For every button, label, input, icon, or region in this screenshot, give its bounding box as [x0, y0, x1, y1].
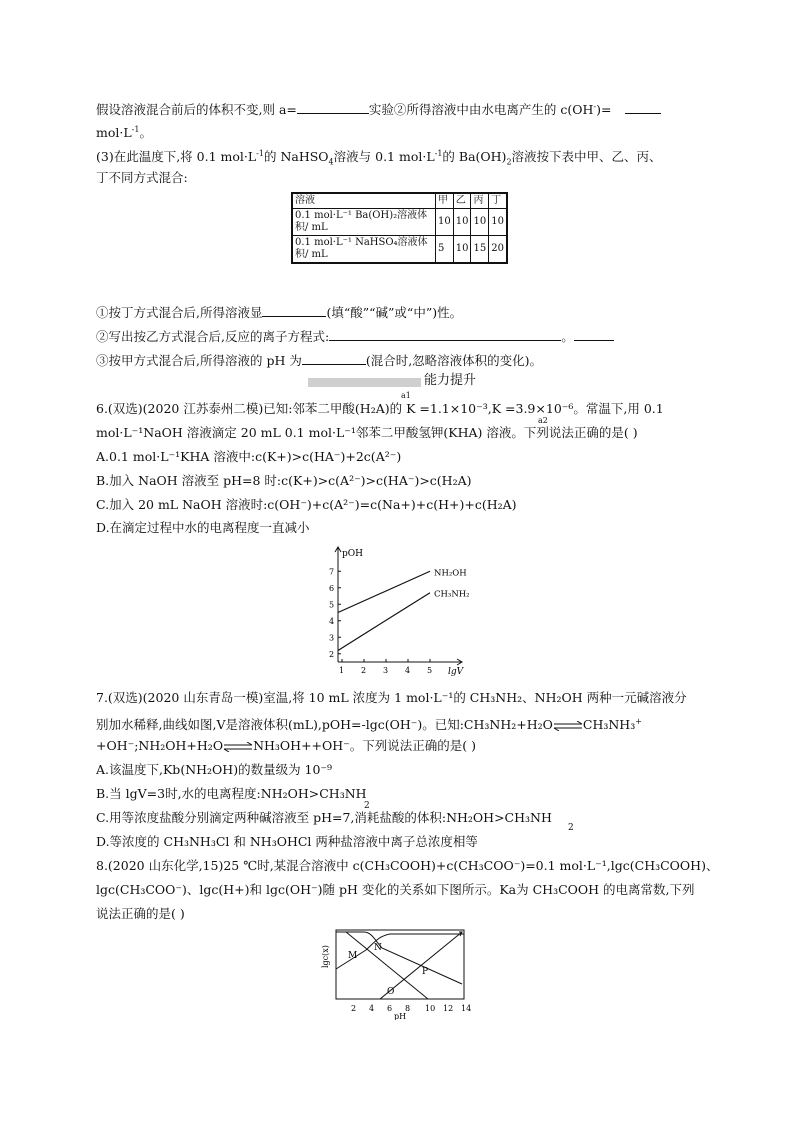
x-tick-label: 14 [461, 1004, 472, 1013]
q5-sub1 [96, 304, 462, 322]
x-tick-label: 4 [369, 1004, 375, 1013]
table-row [292, 209, 507, 236]
answer-blank-oh[interactable] [625, 101, 661, 114]
answer-blank-ph[interactable] [302, 352, 366, 365]
series-line [338, 593, 430, 651]
q7-line1: 7.(双选)(2020 山东青岛一模)室温,将 10 mL 浓度为 1 mol·L⁻¹的 CH₃NH₂、NH₂OH 两种一元碱溶液分 [96, 690, 687, 705]
q5-text: 假设溶液混合前后的体积不变,则 a= [96, 102, 297, 118]
answer-blank-a[interactable] [297, 101, 369, 114]
q7-option-a: A.该温度下,Kb(NH₂OH)的数量级为 10⁻⁹ [96, 762, 333, 777]
equilibrium-arrow-icon [223, 742, 253, 752]
row-label: 积/ mL [295, 249, 328, 260]
q7-text: 别加水稀释,曲线如图,V是溶液体积(mL),pOH=-lgc(OH⁻)。已知:CH₃NH₂+H₂O [96, 717, 553, 733]
q5-text: ②写出按乙方式混合后,反应的离子方程式: [96, 329, 330, 344]
x-tick-label: 8 [405, 1004, 411, 1013]
series-line [338, 571, 430, 612]
q6-subscript-a1: a1 [401, 391, 411, 400]
q5-text: 溶液按下表中甲、乙、丙、 [511, 149, 662, 165]
x-tick-label: 12 [443, 1004, 454, 1013]
q5-text: 。 [561, 329, 574, 344]
table-cell: 10 [489, 209, 507, 236]
table-cell: 10 [453, 209, 471, 236]
poh-lgv-chart [320, 544, 480, 680]
q6-option-b: B.加入 NaOH 溶液至 pH=8 时:c(K+)>c(A²⁻)>c(HA⁻)>c(H₂A) [96, 473, 472, 488]
q7-line3 [96, 737, 476, 755]
q5-text: (填“酸”“碱”或“中”)性。 [326, 305, 463, 320]
table-cell [292, 209, 436, 236]
q5-text: (混合时,忽略溶液体积的变化)。 [365, 353, 543, 368]
y-tick-label: 2 [329, 649, 335, 659]
q7-stray-2: 2 [364, 801, 370, 811]
table-cell: 10 [436, 209, 454, 236]
q5-sub2 [96, 328, 614, 346]
q6-option-a: A.0.1 mol·L⁻¹KHA 溶液中:c(K+)>c(HA⁻)+2c(A²⁻) [96, 449, 402, 464]
q5-part3-line2 [96, 169, 188, 187]
x-axis-label: pH [394, 1012, 407, 1020]
table-cell: 15 [471, 236, 489, 264]
q5-text: ①按丁方式混合后,所得溶液显 [96, 305, 263, 320]
q7-stray-2: 2 [568, 823, 574, 833]
q6-option-c: C.加入 20 mL NaOH 溶液时:c(OH⁻)+c(A²⁻)=c(Na+)+c(H+)+c(H₂A) [96, 497, 517, 512]
table-header-cell: 丁 [489, 193, 507, 209]
mixing-table [291, 192, 508, 264]
answer-blank-equation[interactable] [329, 328, 561, 341]
point-label: P [422, 967, 429, 977]
row-label: 0.1 mol·L⁻¹ Ba(OH)₂溶液体 [295, 210, 428, 221]
table-cell: 10 [453, 236, 471, 264]
q8-line2: lgc(CH₃COO⁻)、lgc(H+)和 lgc(OH⁻)随 pH 变化的关系如下图所示。Ka为 CH₃COOH 的电离常数,下列 [96, 882, 695, 897]
row-label: 积/ mL [295, 222, 328, 233]
q5-text: )= [596, 102, 612, 118]
q8-line3: 说法正确的是( ) [96, 906, 185, 921]
q7-text: NH₃OH++OH⁻。下列说法正确的是( ) [253, 738, 476, 753]
y-tick-label: 4 [329, 616, 335, 626]
q5-line1: 假设溶液混合前后的体积不变,则 a= 实验②所得溶液中由水电离产生的 c(OH-)= [96, 98, 661, 119]
q5-text: 的 Ba(OH) [442, 149, 507, 165]
x-tick-label: 6 [387, 1004, 393, 1013]
q5-text: mol·L [96, 125, 132, 141]
point-label: N [374, 943, 382, 953]
table-cell: 5 [436, 236, 454, 264]
y-axis-label: lgc(x) [321, 945, 330, 968]
q5-text: 丁不同方式混合: [96, 170, 188, 185]
table-row [292, 193, 507, 209]
q6-stem1: 6.(双选)(2020 江苏泰州二模)已知:邻苯二甲酸(H₂A)的 K =1.1×10⁻³,K =3.9×10⁻⁶。常温下,用 0.1 [96, 401, 664, 416]
lgc-ph-chart [318, 924, 478, 1020]
table-header-cell: 溶液 [292, 193, 436, 209]
table-header-cell: 乙 [453, 193, 471, 209]
x-tick-label: 3 [383, 666, 389, 675]
row-label: 0.1 mol·L⁻¹ NaHSO₄溶液体 [295, 237, 428, 248]
x-tick-label: 2 [351, 1004, 357, 1013]
x-tick-label: 10 [425, 1004, 436, 1013]
q7-text: +OH⁻;NH₂OH+H₂O [96, 738, 224, 753]
x-tick-label: 5 [427, 666, 433, 675]
q5-line2: $mol\cdot L^{-1}$。 [96, 125, 152, 141]
equilibrium-arrow-icon [553, 721, 583, 731]
answer-blank-nature[interactable] [262, 304, 326, 317]
section-title: 能力提升 [424, 373, 477, 388]
table-header-cell: 丙 [471, 193, 489, 209]
q5-text: ③按甲方式混合后,所得溶液的 pH 为 [96, 353, 302, 368]
q8-line1: 8.(2020 山东化学,15)25 ℃时,某混合溶液中 c(CH₃COOH)+c(CH₃COO⁻)=0.1 mol·L⁻¹,lgc(CH₃COOH)、 [96, 858, 719, 873]
q6-subscript-a2: a2 [538, 416, 548, 425]
series-label: CH₃NH₂ [434, 589, 470, 600]
series-label: NH₂OH [434, 568, 467, 579]
x-axis-label: lgV [448, 667, 464, 677]
y-tick-label: 7 [329, 567, 335, 577]
q5-text: 实验②所得溶液中由水电离产生的 c(OH [368, 102, 594, 118]
q5-text: (3)在此温度下,将 0.1 mol·L [96, 149, 257, 165]
q5-part3: (3)在此温度下,将 0.1 $mol\cdot L^{-1}$的 NaHSO$_4$溶液与 0.1 $mol\cdot L^{-1}$的 $Ba(OH)_2$溶液按下表中甲、乙、丙、 [96, 149, 662, 167]
table-cell: 20 [489, 236, 507, 264]
q7-text: CH₃NH₃ [582, 717, 636, 733]
table-header-cell: 甲 [436, 193, 454, 209]
q7-option-c: C.用等浓度盐酸分别滴定两种碱溶液至 pH=7,消耗盐酸的体积:NH₂OH>CH₃NH [96, 810, 552, 825]
table-row [292, 236, 507, 264]
x-tick-label: 1 [339, 666, 345, 675]
y-tick-label: 6 [329, 583, 335, 593]
table-cell [292, 236, 436, 264]
y-tick-label: 3 [329, 633, 335, 643]
q7-option-b: B.当 lgV=3时,水的电离程度:NH₂OH>CH₃NH [96, 786, 367, 801]
q5-text: 溶液与 0.1 mol·L [333, 149, 435, 165]
y-tick-label: 5 [329, 600, 335, 610]
y-axis-label: pOH [342, 549, 363, 559]
q6-stem2: mol·L⁻¹NaOH 溶液滴定 20 mL 0.1 mol·L⁻¹邻苯二甲酸氢钾(KHA) 溶液。下列说法正确的是( ) [96, 425, 638, 440]
q7-option-d: D.等浓度的 CH₃NH₃Cl 和 NH₃OHCl 两种盐溶液中离子总浓度相等 [96, 834, 478, 849]
q6-option-d: D.在滴定过程中水的电离程度一直减小 [96, 520, 310, 535]
point-label: O [387, 987, 395, 997]
x-tick-label: 4 [405, 666, 411, 675]
answer-blank-tail [574, 328, 614, 341]
q5-text: 的 NaHSO [263, 149, 329, 165]
table-cell: 10 [471, 209, 489, 236]
q7-line2: 别加水稀释,曲线如图,V是溶液体积(mL),pOH=-lgc(OH⁻)。已知:CH₃NH₂+H₂O CH₃NH₃+ [96, 717, 642, 733]
section-bar [308, 378, 421, 387]
chart-frame [336, 930, 464, 999]
point-label: M [348, 951, 358, 961]
q5-sub3 [96, 352, 542, 370]
x-tick-label: 2 [361, 666, 367, 675]
